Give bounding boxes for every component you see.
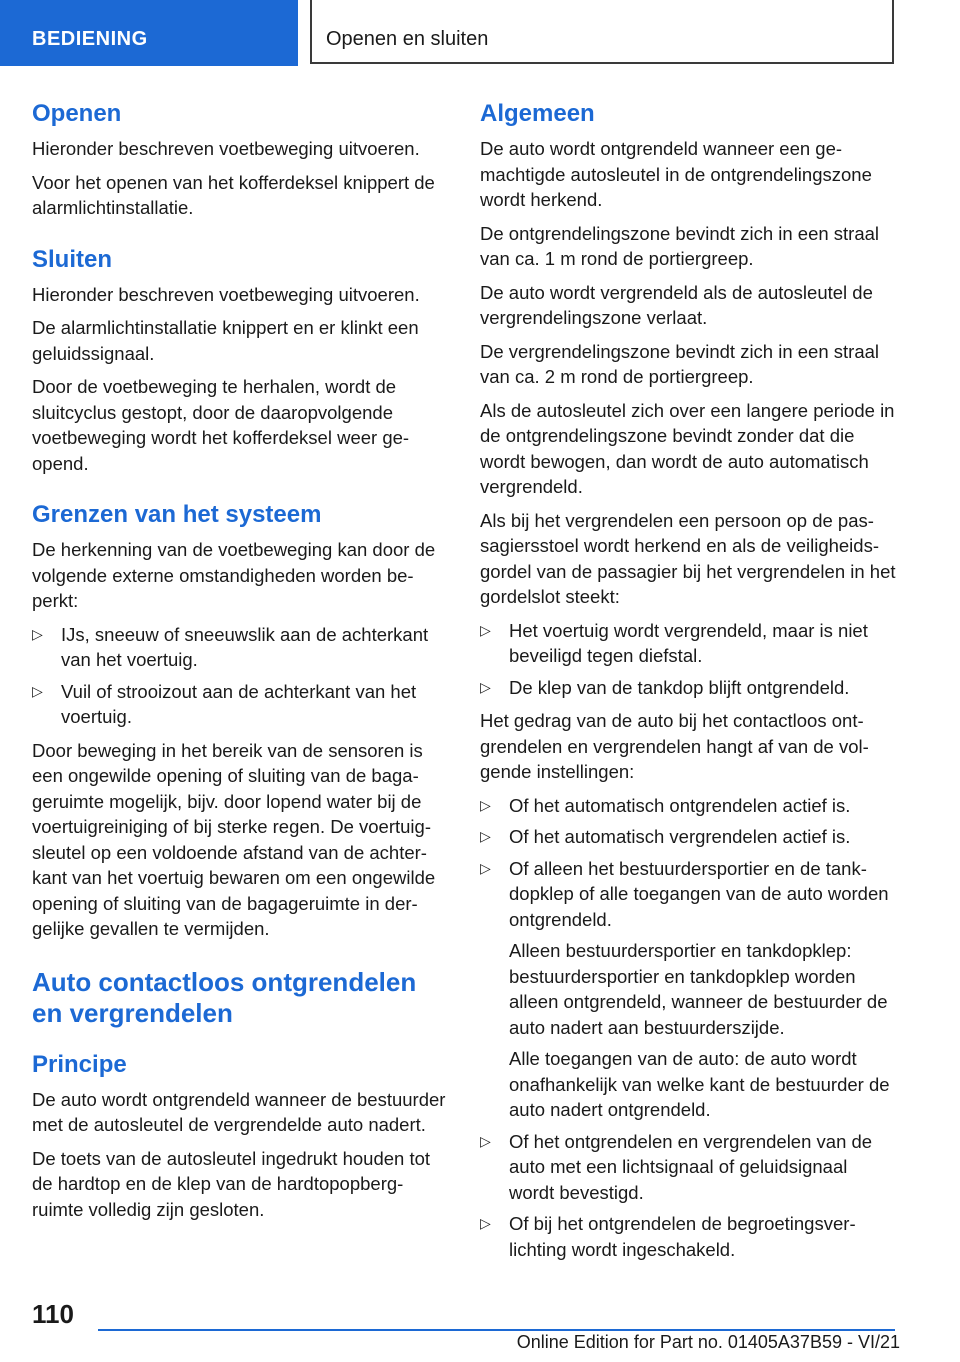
list-item xyxy=(480,1129,896,1206)
edition-note: Online Edition for Part no. 01405A37B59 - VI/21 xyxy=(516,1332,900,1352)
triangle-bullet-icon: ▷ xyxy=(480,796,491,813)
list-item xyxy=(480,1211,896,1262)
list-item xyxy=(480,856,896,1123)
algemeen-text-7: Het gedrag van de auto bij het contactloos ontgrendelen en vergrendelen hangt af van de volgende instellingen: xyxy=(480,710,869,782)
algemeen-text-2: De ontgrendelingszone bevindt zich in een straal van ca. 1 m rond de portiergreep. xyxy=(480,222,880,269)
right-column xyxy=(480,100,896,1270)
list-item-subtext-2: Alle toegangen van de auto: de auto wordt onafhankelijk van welke kant de bestuurder de auto nadert ontgrendeld. xyxy=(509,1048,890,1120)
sluiten-text-1: Hieronder beschreven voetbeweging uitvoeren. xyxy=(32,283,420,305)
section-tab xyxy=(0,0,298,66)
triangle-bullet-icon: ▷ xyxy=(32,625,43,642)
openen-text-1: Hieronder beschreven voetbeweging uitvoeren. xyxy=(32,138,420,159)
grenzen-text-after: Door beweging in het bereik van de sensoren is een ongewilde opening of sluiting van de bagageruimte mogelijk, bijv. door lopend water bij de voertuigreiniging of bij sterke regen. De voertuigsleutel op een voldoende afstand van de achterkant van het voertuig bewaren om een ongewilde opening of sluiting van de bagageruimte in dergelijke gevallen te vermijden. xyxy=(32,739,436,939)
list-item-text: Of het ontgrendelen en vergrendelen van de auto met een lichtsignaal of geluidsignaal wordt bevestigd. xyxy=(509,1130,873,1203)
sluiten-text-3: Door de voetbeweging te herhalen, wordt de sluitcyclus gestopt, door de daaropvolgende voetbeweging wordt het kofferdeksel weer geopend. xyxy=(32,376,410,474)
triangle-bullet-icon: ▷ xyxy=(480,1215,491,1231)
list-item xyxy=(480,793,896,819)
heading-openen: Openen xyxy=(32,100,122,127)
list-item xyxy=(480,618,896,669)
triangle-bullet-icon: ▷ xyxy=(480,859,491,876)
algemeen-text-3: De auto wordt vergrendeld als de autosleutel de vergrendelingszone verlaat. xyxy=(480,281,873,328)
triangle-bullet-icon: ▷ xyxy=(480,621,491,638)
section-label: BEDIENING xyxy=(32,28,148,50)
principe-text-2: De toets van de autosleutel ingedrukt houden tot de hardtop en de klep van de hardtopopbergruimte volledig zijn gesloten. xyxy=(32,1147,431,1220)
list-item-text: De klep van de tankdop blijft ontgrendeld. xyxy=(509,676,850,698)
left-column xyxy=(32,100,448,1230)
footer-divider xyxy=(98,1329,895,1331)
triangle-bullet-icon: ▷ xyxy=(480,828,491,844)
list-item-text: Of bij het ontgrendelen de begroetingsverlichting wordt ingeschakeld. xyxy=(509,1213,856,1260)
list-item-text: Of alleen het bestuurdersportier en de tankdopklep of alle toegangen van de auto worden ontgrendeld. xyxy=(509,857,889,930)
chapter-title-box xyxy=(310,0,894,64)
sluiten-text-2: De alarmlichtinstallatie knippert en er klinkt een geluidssignaal. xyxy=(32,317,419,364)
heading-algemeen: Algemeen xyxy=(480,100,595,127)
list-item-subtext-1: Alleen bestuurdersportier en tankdopklep: bestuurdersportier en tankdopklep worden alleen ontgrendeld, wanneer de bestuurder de auto nadert aan bestuurderszijde. xyxy=(509,940,888,1038)
heading-auto-contactloos: Auto contactloos ontgrendelen en vergrendelen xyxy=(32,966,417,1028)
grenzen-list xyxy=(32,622,448,730)
heading-principe: Principe xyxy=(32,1050,127,1078)
openen-text-2: Voor het openen van het kofferdeksel knippert de alarmlichtinstallatie. xyxy=(32,171,435,218)
triangle-bullet-icon: ▷ xyxy=(32,682,43,699)
algemeen-text-4: De vergrendelingszone bevindt zich in een straal van ca. 2 m rond de portiergreep. xyxy=(480,340,880,387)
algemeen-text-1: De auto wordt ontgrendeld wanneer een gemachtigde autosleutel in de ontgrendelingszone wordt herkend. xyxy=(480,138,872,210)
list-item xyxy=(480,824,896,850)
list-item-text: Of het automatisch ontgrendelen actief is. xyxy=(509,794,851,816)
list-item-text: IJs, sneeuw of sneeuwslik aan de achterkant van het voertuig. xyxy=(61,623,429,670)
list-item xyxy=(480,675,896,701)
chapter-title: Openen en sluiten xyxy=(326,28,489,50)
list-item xyxy=(32,679,448,730)
heading-sluiten: Sluiten xyxy=(32,245,113,273)
list-item xyxy=(32,622,448,673)
passenger-list xyxy=(480,618,896,701)
triangle-bullet-icon: ▷ xyxy=(480,1132,491,1149)
page-number: 110 xyxy=(32,1299,74,1329)
list-item-text: Het voertuig wordt vergrendeld, maar is niet beveiligd tegen diefstal. xyxy=(509,619,868,666)
settings-list xyxy=(480,793,896,1263)
list-item-text: Of het automatisch vergrendelen actief is. xyxy=(509,826,851,847)
list-item-text: Vuil of strooizout aan de achterkant van het voertuig. xyxy=(61,680,417,727)
triangle-bullet-icon: ▷ xyxy=(480,678,491,695)
heading-grenzen: Grenzen van het systeem xyxy=(32,501,322,528)
grenzen-intro: De herkenning van de voetbeweging kan door de volgende externe omstandigheden worden beperkt: xyxy=(32,539,436,611)
principe-text-1: De auto wordt ontgrendeld wanneer de bestuurder met de autosleutel de vergrendelde auto nadert. xyxy=(32,1088,446,1135)
algemeen-text-5: Als de autosleutel zich over een langere periode in de ontgrendelingszone bevindt zonder dat die wordt bewogen, dan wordt de auto automatisch vergrendeld. xyxy=(480,399,895,497)
algemeen-text-6: Als bij het vergrendelen een persoon op de passagiersstoel wordt herkend en als de veiligheidsgordel van de passagier bij het vergrendelen in het gordelslot steekt: xyxy=(480,509,896,607)
